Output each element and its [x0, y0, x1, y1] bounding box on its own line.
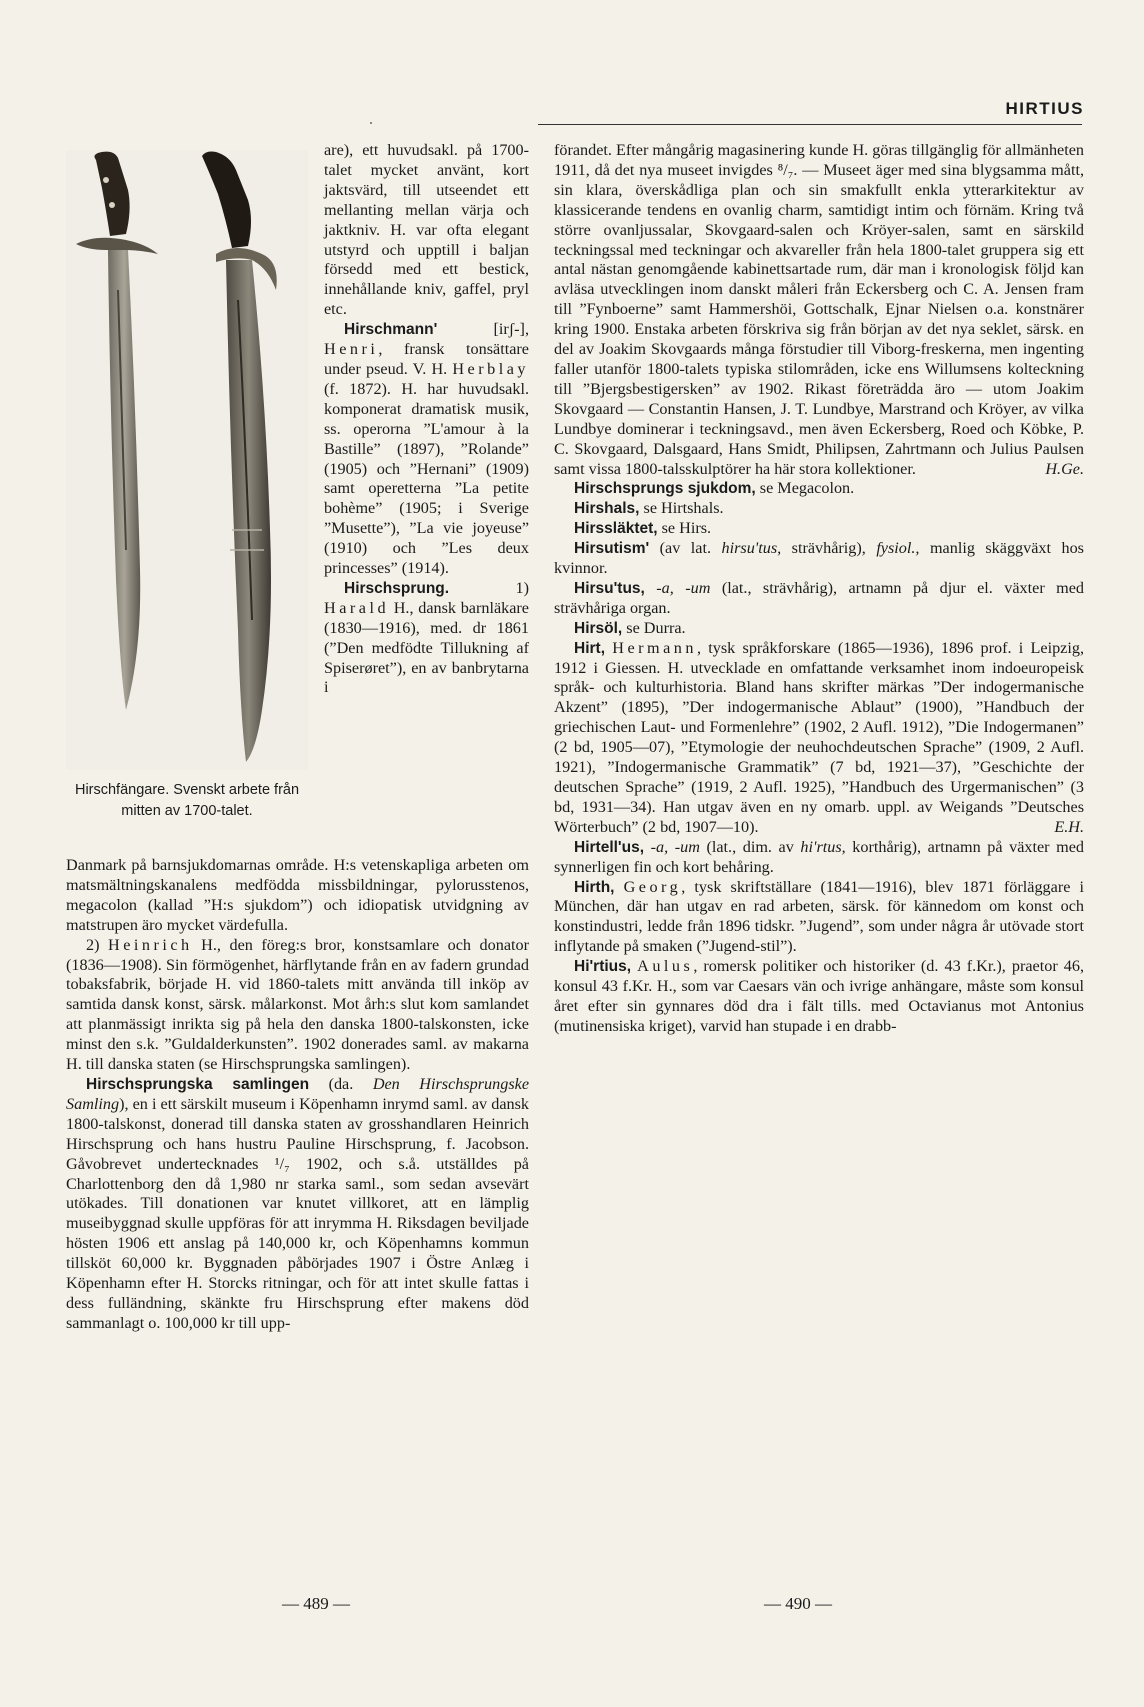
headword: Hirshals,	[574, 500, 640, 518]
entry-hirsslaktet: Hirssläktet, se Hirs.	[574, 519, 712, 538]
entry-hirschsprung-cont: Danmark på barnsjukdomarnas område. H:s vetenskapliga arbeten om matsmältningskanalens medfödda missbildningar, pylorusstenos, megacolon (kallad ”H:s sjukdom”) och idiopatisk utvidgning av matstrupen äro mycket värdefulla.	[66, 856, 529, 934]
running-head: HIRTIUS	[1005, 99, 1084, 118]
sword-left-grip	[94, 152, 129, 236]
header-rule	[538, 124, 1082, 125]
headword: Hirschsprung.	[344, 579, 450, 597]
page-number-right: — 490 —	[764, 1594, 832, 1613]
headword: Hirschsprungska samlingen	[86, 1075, 310, 1093]
entry-hirt: Hirt, Hermann, tysk språkforskare (1865—1936), 1896 prof. i Leipzig, 1912 i Giessen. H. utvecklade en omfattande verksamhet inom indoeuropeisk språk- och kulturhistoria. Bland hans skrifter märkas ”Der indogermanische Akzent” (1895), ”Der indogermanische Ablaut” (1900), ”Handbuch der griechischen Laut- und Formenlehre” (1902, 2 Aufl. 1912), ”Die Indogermanen” (2 bd, 1905—07), ”Etymologie der neuhochdeutschen Sprache” (1909, 2 Aufl. 1921), ”Indogermanische Grammatik” (7 bd, 1921—37), ”Geschichte der deutschen Sprache” (1919, 2 Aufl. 1925), ”Handbuch des Urgermanischen” (3 bd, 1931—34). Han utgav även en ny omarb. uppl. av Weigands ”Deutsches Wörterbuch” (2 bd, 1907—10). E.H.	[554, 638, 1084, 836]
illustration-caption: Hirschfängare. Svenskt arbete från mitten av 1700-talet.	[74, 782, 300, 819]
entry-hirth: Hirth, Georg, tysk skriftställare (1841—1916), blev 1871 förläggare i München, där han utgav en rad arbeten, särsk. för kännedom om konst och konstindustri, ledde från 1896 tidskr. ”Jugend”, som under några år utövade stort inflytande på smaken (”Jugend-stil”).	[554, 877, 1085, 956]
headword: Hirsutism'	[574, 540, 650, 558]
headword: Hirsu'tus,	[574, 579, 645, 597]
headword: Hirth,	[574, 878, 615, 896]
entry-hirschsprungs-sjukdom: Hirschsprungs sjukdom, se Megacolon.	[574, 479, 855, 498]
page-number-left: — 489 —	[282, 1594, 350, 1613]
left-column-top	[324, 141, 529, 698]
headword: Hirschsprungs sjukdom,	[574, 480, 756, 498]
right-column	[554, 141, 1084, 1037]
sword-right-grip	[202, 152, 251, 249]
entry-hirshals: Hirshals, se Hirtshals.	[574, 499, 724, 518]
headword: Hirsöl,	[574, 619, 623, 637]
author-signature: E.H.	[1054, 817, 1084, 836]
hunting-swords-illustration	[66, 150, 308, 770]
entry-hirschsprungska-samlingen: Hirschsprungska samlingen (da. Den Hirschsprungske Samling), en i ett särskilt museum i Köpenhamn inrymd saml. av dansk 1800-talskonst, donerad till danska staten av grosshandlaren Heinrich Hirschsprung och hans hustru Pauline Hirschsprung, f. Jacobson. Gåvobrevet undertecknades ¹/₇ 1902, och s.å. utställdes på Charlottenborg den då 1,980 nr starka saml., som sedan avsevärt utökades. Till donationen var knutet villkoret, att en lämplig museibyggnad skulle uppföras för att inrymma H. Riksdagen beviljade hösten 1906 ett anslag på 140,000 kr, och Köpenhamns kommun tillsköt 60,000 kr. Byggnaden påbörjades 1907 i Östre Anlæg i Köpenhamn efter H. Storcks ritningar, och för att intet skulle fattas i dess fulländning, skänkte fru Hirschsprung efter makens död sammanlagt o. 100,000 kr till upp-	[66, 1074, 530, 1332]
entry-hirschmann: Hirschmann' [irʃ-], Henri, fransk tonsättare under pseud. V. H. Herblay (f. 1872). H. har huvudsakl. komponerat dramatisk musik, ss. operorna ”L'amour à la Bastille” (1897), ”Rolande” (1905) och ”Hernani” (1909) samt operetterna ”La petite bohème” (1905; i Sverige ”Musette”), ”La vie joyeuse” (1910) och ”Les deux princesses” (1914).	[324, 320, 529, 578]
entry-hirschsprung-2: 2) Heinrich H., den föreg:s bror, konstsamlare och donator (1836—1908). Sin förmögenhet, härflytande från en av fadern grundad tobaksfabrik, började H. vid 1860-talets mitt använda till inköp av samtida dansk konst, särsk. målarkonst. Mot årh:s slut kom samlandet att planmässigt inrikta sig på hela den danska 1800-talskonsten, icke minst den s.k. ”Guldalderkunsten”. 1902 donerades saml. av makarna H. till danska staten (se Hirschsprungska samlingen).	[66, 935, 529, 1074]
entry-hirschsprung: Hirschsprung. 1) Harald H., dansk barnläkare (1830—1916), med. dr 1861 (”Den medfödte Tillukning af Spiserøret”), en av banbrytarna i	[324, 578, 529, 697]
headword: Hirt,	[574, 639, 605, 657]
entry-samlingen-cont: förandet. Efter mångårig magasinering kunde H. göras tillgänglig för allmänheten 1911, då det nya museet invigdes ⁸/₇. — Museet äger med sina blygsamma mått, sin klara, överskådliga plan och sin smakfullt enkla ytterarkitektur av klassicerande tendens en ovanlig charm, samtidigt intim och förnäm. Kring två större ovanljussalar, Skovgaard-salen och Kröyer-salen, samt en särskild teckningssal med teckningar och akvareller från hela 1800-talet gruppera sig ett antal nästan genomgående kabinettsartade rum, där man i kronologisk följd kan avläsa utvecklingen inom danskt måleri från Eckersberg och C. A. Jensen fram till ”Fynboerne” samt Hammershöi, Gottschalk, Ejnar Nielsen o.a. konstnärer kring 1900. Enstaka arbeten förskriva sig från början av det nya seklet, särsk. en del av Joakim Skovgaards många förstudier till Viborg-freskerna, men ingenting faller utanför 1800-talets typiska stilområden, icke ens Willumsens kolteckning till ”Bjergsbestigersken” av 1902. Rikast företrädda äro — utom Joakim Skovgaard — Constantin Hansen, J. T. Lundbye, Marstrand och Kröyer, av vilka Lundbye dominerar i teckningsavd., men även Eckersberg, Roed och Köbke, P. C. Skovgaard, Dalsgaard, Hans Smidt, Philipsen, Zahrtmann och Julius Paulsen samt vissa 1800-talsskulptörer ha här stora kollektioner. H.Ge.	[554, 141, 1084, 478]
left-column-bottom	[66, 856, 529, 1334]
entry-hirsutus: Hirsu'tus, -a, -um (lat., strävhårig), artnamn på djur el. växter med strävhåriga organ.	[554, 578, 1084, 617]
print-speck	[370, 122, 372, 124]
entry-hirsutism: Hirsutism' (av lat. hirsu'tus, strävhårig), fysiol., manlig skäggväxt hos kvinnor.	[554, 539, 1084, 578]
entry-hirsol: Hirsöl, se Durra.	[574, 618, 686, 637]
hunting-swords-icon	[66, 150, 308, 770]
entry-hirtius: Hi'rtius, Aulus, romersk politiker och historiker (d. 43 f.Kr.), praetor 46, konsul 43 f.Kr. H., som var Caesars vän och ivrige anhängare, måste som konsul året efter sin gynnares död dra i fält tills. med Octavianus mot Antonius (mutinensiska kriget), varvid han stupade i en drabb-	[554, 957, 1084, 1035]
headword: Hi'rtius,	[574, 958, 632, 976]
author-signature: H.Ge.	[1045, 459, 1084, 478]
headword: Hirschmann'	[344, 321, 438, 339]
headword: Hirtell'us,	[574, 838, 645, 856]
entry-hirtellus: Hirtell'us, -a, -um (lat., dim. av hi'rtus, korthårig), artnamn på växter med synnerligen fin och kort behåring.	[554, 837, 1085, 876]
entry-hirschfangare-cont: are), ett huvudsakl. på 1700-talet mycket använt, kort jaktsvärd, till utseendet ett mellanting mellan värja och jaktkniv. H. var ofta elegant utstyrd och upptill i baljan försedd med ett bestick, innehållande kniv, gaffel, pryl etc.	[324, 141, 529, 319]
headword: Hirssläktet,	[574, 520, 658, 538]
